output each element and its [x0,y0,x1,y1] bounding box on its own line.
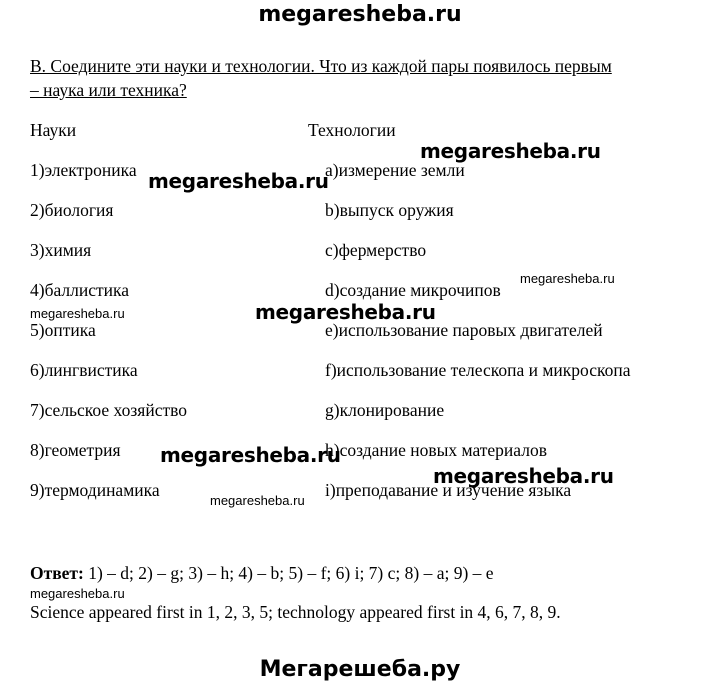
column-header-technologies: Технологии [308,120,396,140]
header-site-title: megaresheba.ru [258,2,462,27]
technology-item: c)фермерство [325,240,427,260]
science-item: 2)биология [30,200,114,220]
science-item: 8)геометрия [30,440,121,460]
technology-item: b)выпуск оружия [325,200,454,220]
technology-item: f)использование телескопа и микроскопа [325,360,631,380]
science-item: 5)оптика [30,320,96,340]
answer-conclusion: Science appeared first in 1, 2, 3, 5; technology appeared first in 4, 6, 7, 8, 9. [30,602,561,622]
watermark: megaresheba.ru [160,443,341,467]
watermark: megaresheba.ru [30,586,125,601]
watermark: megaresheba.ru [420,139,601,163]
science-item: 1)электроника [30,160,137,180]
technology-item: h)создание новых материалов [325,440,547,460]
technology-item: a)измерение земли [325,160,465,180]
footer-site-title: Мегарешеба.ру [259,657,461,682]
task-instructions [30,54,612,102]
answer-label: Ответ: [30,563,84,583]
technology-item: i)преподавание и изучение языка [325,480,572,500]
watermark: megaresheba.ru [520,271,615,286]
watermark: megaresheba.ru [433,464,614,488]
science-item: 4)баллистика [30,280,130,300]
science-item: 9)термодинамика [30,480,160,500]
watermark: megaresheba.ru [210,493,305,508]
science-item: 7)сельское хозяйство [30,400,187,420]
watermark: megaresheba.ru [148,169,329,193]
task-line-1: B. Соедините эти науки и технологии. Что из каждой пары появилось первым [30,56,612,76]
answer-line [30,563,494,584]
watermark: megaresheba.ru [255,300,436,324]
science-item: 6)лингвистика [30,360,138,380]
task-line-2: – наука или техника? [30,80,187,100]
science-item: 3)химия [30,240,92,260]
watermark: megaresheba.ru [30,306,125,321]
technology-item: e)использование паровых двигателей [325,320,603,340]
column-header-sciences: Науки [30,120,77,140]
answer-text: 1) – d; 2) – g; 3) – h; 4) – b; 5) – f; 6) i; 7) c; 8) – a; 9) – e [83,563,494,583]
technology-item: d)создание микрочипов [325,280,501,300]
technology-item: g)клонирование [325,400,445,420]
